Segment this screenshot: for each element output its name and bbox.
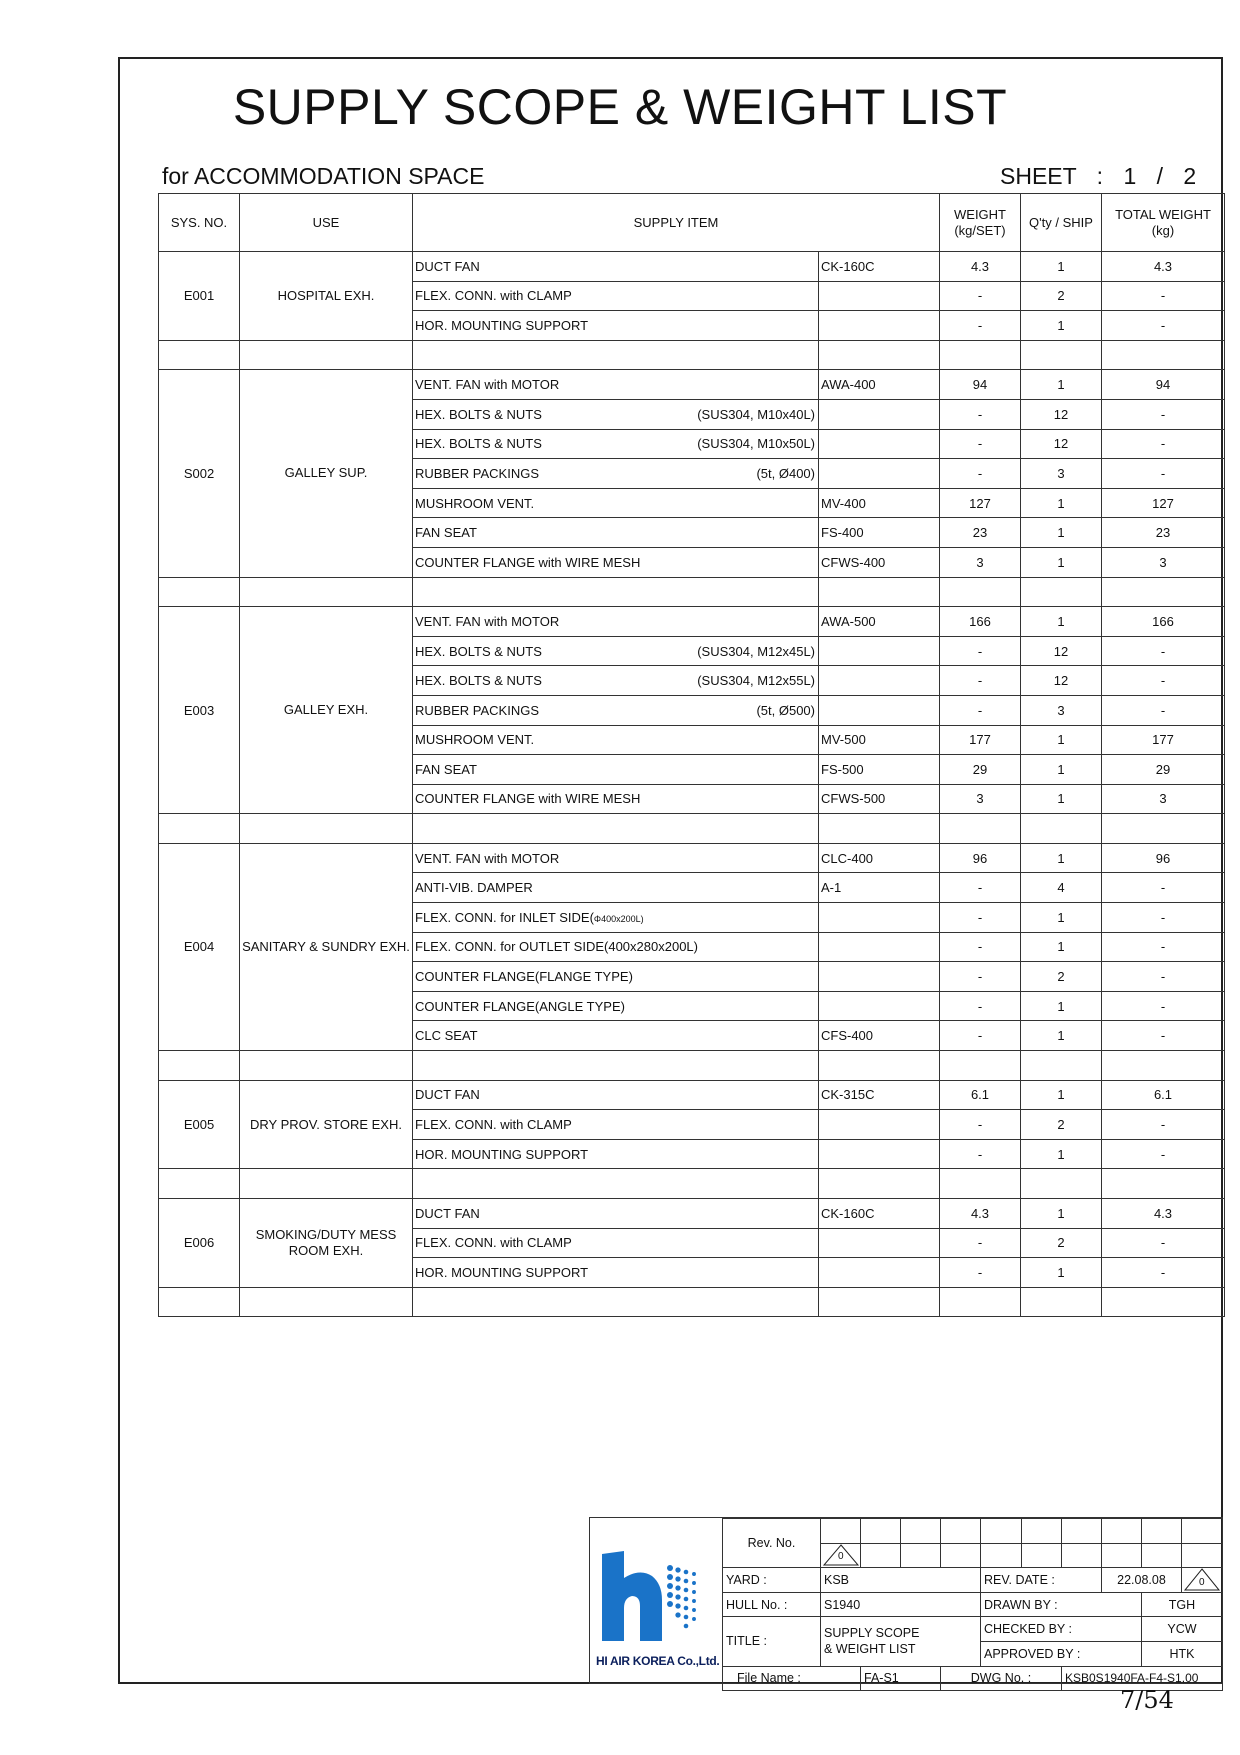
dwg-value: KSB0S1940FA-F4-S1.00 [1062,1666,1223,1691]
item-name: RUBBER PACKINGS [415,702,540,718]
supply-item-cell [413,784,819,814]
item-spec [815,762,816,777]
model-cell [819,666,940,696]
total-weight-cell: - [1102,932,1225,962]
title-block-table [722,1518,1223,1691]
item-name: MUSHROOM VENT. [415,495,535,511]
item-spec [815,1028,816,1043]
model-cell: FS-500 [819,755,940,785]
sys-no-cell: E004 [159,843,240,1050]
supply-item-cell [413,370,819,400]
weight-cell: - [940,695,1021,725]
item-name: DUCT FAN [415,258,480,274]
item-spec [815,377,816,392]
supply-item-cell [413,725,819,755]
supply-item-cell [413,962,819,992]
weight-cell: 23 [940,518,1021,548]
rev-date-label: REV. DATE : [981,1568,1102,1593]
item-spec: (SUS304, M12x55L) [697,673,815,689]
qty-cell: 12 [1021,399,1102,429]
weight-cell: 6.1 [940,1080,1021,1110]
rev-no-label: Rev. No. [723,1519,821,1568]
weight-cell: 166 [940,607,1021,637]
header-qty: Q'ty / SHIP [1021,194,1102,252]
spacer-row [159,340,1225,370]
use-cell: GALLEY SUP. [240,370,413,577]
item-name: FLEX. CONN. for OUTLET SIDE(400x280x200L) [415,939,698,955]
item-name: DUCT FAN [415,1205,480,1221]
supply-item-cell [413,252,819,282]
supply-item-cell [413,488,819,518]
qty-cell: 12 [1021,429,1102,459]
qty-cell: 2 [1021,281,1102,311]
sys-no-cell: E005 [159,1080,240,1169]
weight-cell: - [940,311,1021,341]
item-spec [815,1147,816,1162]
item-name: FAN SEAT [415,525,477,541]
sheet-current: 1 [1123,163,1137,189]
weight-cell: - [940,1021,1021,1051]
total-weight-cell: - [1102,429,1225,459]
total-weight-cell: - [1102,1021,1225,1051]
weight-cell: - [940,1228,1021,1258]
supply-item-cell [413,932,819,962]
qty-cell: 1 [1021,1139,1102,1169]
model-cell [819,932,940,962]
qty-cell: 1 [1021,755,1102,785]
sheet-sep: / [1156,163,1164,189]
spacer-row [159,814,1225,844]
model-cell [819,429,940,459]
approved-value: HTK [1142,1641,1223,1666]
total-weight-cell: 4.3 [1102,252,1225,282]
model-cell [819,962,940,992]
file-value: FA-S1 [861,1666,941,1691]
qty-cell: 1 [1021,547,1102,577]
use-cell: SANITARY & SUNDRY EXH. [240,843,413,1050]
weight-cell: - [940,903,1021,933]
rev-no-mark: 0 [821,1543,861,1568]
model-cell: A-1 [819,873,940,903]
model-cell [819,636,940,666]
item-name: DUCT FAN [415,1087,480,1103]
item-name: COUNTER FLANGE(FLANGE TYPE) [415,969,633,985]
yard-value: KSB [821,1568,981,1593]
qty-cell: 1 [1021,725,1102,755]
sheet-total: 2 [1183,163,1197,189]
weight-cell: 4.3 [940,252,1021,282]
total-weight-cell: - [1102,991,1225,1021]
total-weight-cell: 96 [1102,843,1225,873]
supply-item-cell [413,607,819,637]
table-row [159,1199,1225,1229]
qty-cell: 1 [1021,1021,1102,1051]
total-weight-cell: 3 [1102,784,1225,814]
qty-cell: 2 [1021,1228,1102,1258]
item-name: FLEX. CONN. with CLAMP [415,288,572,304]
item-spec [815,1087,816,1102]
item-spec [815,1206,816,1221]
total-weight-cell: 127 [1102,488,1225,518]
company-name: HI AIR KOREA Co.,Ltd. [596,1654,720,1668]
supply-item-cell [413,429,819,459]
hull-label: HULL No. : [723,1592,821,1617]
supply-item-cell [413,666,819,696]
model-cell: CLC-400 [819,843,940,873]
weight-cell: 3 [940,547,1021,577]
checked-value: YCW [1142,1617,1223,1642]
drawn-value: TGH [1142,1592,1223,1617]
model-cell: CK-160C [819,252,940,282]
drawn-label: DRAWN BY : [981,1592,1142,1617]
supply-item-cell [413,903,819,933]
supply-item-cell [413,843,819,873]
item-spec: (5t, Ø400) [756,465,815,481]
sheet-label: SHEET : [1000,163,1104,189]
table-row [159,843,1225,873]
item-dimension: Φ400x200L) [593,913,644,924]
model-cell: AWA-500 [819,607,940,637]
total-weight-cell: - [1102,1258,1225,1288]
qty-cell: 2 [1021,1110,1102,1140]
table-row [159,1080,1225,1110]
supply-item-cell [413,1258,819,1288]
spacer-row [159,577,1225,607]
weight-cell: - [940,459,1021,489]
item-name: COUNTER FLANGE with WIRE MESH [415,791,641,807]
model-cell [819,459,940,489]
supply-item-cell [413,1139,819,1169]
item-name: FAN SEAT [415,761,477,777]
supply-item-cell [413,991,819,1021]
page-number: 7/54 [1120,1686,1174,1714]
total-weight-cell: - [1102,1110,1225,1140]
model-cell: CFS-400 [819,1021,940,1051]
weight-cell: 4.3 [940,1199,1021,1229]
spacer-row [159,1287,1225,1317]
weight-cell: - [940,281,1021,311]
supply-item-cell [413,281,819,311]
weight-cell: - [940,991,1021,1021]
total-weight-cell: 23 [1102,518,1225,548]
total-weight-cell: - [1102,1228,1225,1258]
supply-item-cell [413,1199,819,1229]
qty-cell: 1 [1021,1199,1102,1229]
item-spec [815,791,816,806]
weight-cell: 29 [940,755,1021,785]
rev-date-value: 22.08.08 [1102,1568,1182,1593]
model-cell: CFWS-500 [819,784,940,814]
total-weight-cell: - [1102,281,1225,311]
model-cell: MV-500 [819,725,940,755]
header-use: USE [240,194,413,252]
total-weight-cell: 177 [1102,725,1225,755]
supply-item-cell [413,695,819,725]
weight-cell: - [940,429,1021,459]
qty-cell: 1 [1021,991,1102,1021]
weight-cell: 3 [940,784,1021,814]
supply-item-cell [413,1228,819,1258]
total-weight-cell: 94 [1102,370,1225,400]
supply-item-cell [413,636,819,666]
item-name: COUNTER FLANGE with WIRE MESH [415,554,641,570]
weight-cell: - [940,399,1021,429]
model-cell [819,281,940,311]
header-sys-no: SYS. NO. [159,194,240,252]
item-spec [815,880,816,895]
supply-table [158,193,1225,1317]
item-name: MUSHROOM VENT. [415,732,535,748]
total-weight-cell: 3 [1102,547,1225,577]
item-spec [815,851,816,866]
item-name: COUNTER FLANGE(ANGLE TYPE) [415,998,625,1014]
approved-label: APPROVED BY : [981,1641,1142,1666]
title-label: TITLE : [723,1617,821,1666]
model-cell [819,1258,940,1288]
page-title: SUPPLY SCOPE & WEIGHT LIST [232,79,1008,135]
model-cell [819,1139,940,1169]
model-cell: AWA-400 [819,370,940,400]
item-spec [815,318,816,333]
weight-cell: - [940,1258,1021,1288]
dwg-label: DWG No. : [941,1666,1062,1691]
item-name: FLEX. CONN. with CLAMP [415,1117,572,1133]
sys-no-cell: S002 [159,370,240,577]
table-row [159,252,1225,282]
item-spec [815,614,816,629]
qty-cell: 1 [1021,932,1102,962]
qty-cell: 2 [1021,962,1102,992]
item-spec [815,732,816,747]
qty-cell: 1 [1021,311,1102,341]
weight-cell: - [940,962,1021,992]
model-cell [819,399,940,429]
item-name: HEX. BOLTS & NUTS [415,436,542,452]
qty-cell: 1 [1021,903,1102,933]
total-weight-cell: - [1102,666,1225,696]
total-weight-cell: - [1102,459,1225,489]
item-spec: (SUS304, M10x40L) [697,406,815,422]
weight-cell: 177 [940,725,1021,755]
sys-no-cell: E003 [159,607,240,814]
qty-cell: 1 [1021,607,1102,637]
qty-cell: 1 [1021,518,1102,548]
spacer-row [159,1051,1225,1081]
item-name: RUBBER PACKINGS [415,465,540,481]
item-spec [815,288,816,303]
use-cell: SMOKING/DUTY MESS ROOM EXH. [240,1199,413,1288]
item-spec [815,939,816,954]
weight-cell: 96 [940,843,1021,873]
item-name: FLEX. CONN. for INLET SIDE( [415,909,594,925]
sheet-indicator [1000,163,1196,190]
supply-item-cell [413,1080,819,1110]
model-cell [819,1110,940,1140]
item-name: VENT. FAN with MOTOR [415,613,560,629]
model-cell [819,695,940,725]
item-spec: (SUS304, M10x50L) [697,436,815,452]
sys-no-cell: E006 [159,1199,240,1288]
total-weight-cell: 6.1 [1102,1080,1225,1110]
item-name: HOR. MOUNTING SUPPORT [415,317,589,333]
item-name: CLC SEAT [415,1028,478,1044]
table-body [159,252,1225,1317]
header-supply-item: SUPPLY ITEM [413,194,940,252]
qty-cell: 3 [1021,695,1102,725]
item-name: HEX. BOLTS & NUTS [415,643,542,659]
total-weight-cell: - [1102,1139,1225,1169]
qty-cell: 1 [1021,252,1102,282]
model-cell: CK-315C [819,1080,940,1110]
weight-cell: - [940,932,1021,962]
model-cell: CK-160C [819,1199,940,1229]
item-name: HOR. MOUNTING SUPPORT [415,1146,589,1162]
qty-cell: 1 [1021,1080,1102,1110]
hull-value: S1940 [821,1592,981,1617]
item-name: ANTI-VIB. DAMPER [415,880,533,896]
model-cell [819,1228,940,1258]
model-cell: MV-400 [819,488,940,518]
item-name: HEX. BOLTS & NUTS [415,673,542,689]
item-spec [815,1117,816,1132]
total-weight-cell: - [1102,311,1225,341]
item-name: VENT. FAN with MOTOR [415,850,560,866]
weight-cell: - [940,636,1021,666]
qty-cell: 1 [1021,843,1102,873]
supply-item-cell [413,399,819,429]
item-name: HEX. BOLTS & NUTS [415,406,542,422]
item-spec [815,496,816,511]
weight-cell: 94 [940,370,1021,400]
item-spec [815,555,816,570]
header-total-weight: TOTAL WEIGHT (kg) [1102,194,1225,252]
model-cell [819,311,940,341]
weight-cell: - [940,873,1021,903]
title-value: SUPPLY SCOPE & WEIGHT LIST [821,1617,981,1666]
item-spec [815,525,816,540]
header-weight: WEIGHT (kg/SET) [940,194,1021,252]
supply-item-cell [413,518,819,548]
weight-cell: 127 [940,488,1021,518]
total-weight-cell: - [1102,399,1225,429]
qty-cell: 1 [1021,370,1102,400]
supply-item-cell [413,547,819,577]
weight-cell: - [940,666,1021,696]
qty-cell: 3 [1021,459,1102,489]
total-weight-cell: - [1102,695,1225,725]
item-spec [815,1235,816,1250]
item-spec [815,1265,816,1280]
table-row [159,370,1225,400]
total-weight-cell: - [1102,962,1225,992]
total-weight-cell: - [1102,873,1225,903]
file-label: File Name : [723,1666,861,1691]
checked-label: CHECKED BY : [981,1617,1142,1642]
total-weight-cell: - [1102,636,1225,666]
weight-cell: - [940,1110,1021,1140]
item-spec [815,910,816,925]
qty-cell: 1 [1021,488,1102,518]
item-spec [815,999,816,1014]
qty-cell: 12 [1021,666,1102,696]
qty-cell: 12 [1021,636,1102,666]
supply-item-cell [413,873,819,903]
qty-cell: 1 [1021,1258,1102,1288]
supply-item-cell [413,755,819,785]
item-spec [815,969,816,984]
table-row [159,607,1225,637]
use-cell: HOSPITAL EXH. [240,252,413,341]
table-header-row [159,194,1225,252]
item-spec: (SUS304, M12x45L) [697,643,815,659]
total-weight-cell: - [1102,903,1225,933]
model-cell: CFWS-400 [819,547,940,577]
item-name: FLEX. CONN. with CLAMP [415,1235,572,1251]
item-spec [815,259,816,274]
item-spec: (5t, Ø500) [756,702,815,718]
item-name: VENT. FAN with MOTOR [415,377,560,393]
model-cell: FS-400 [819,518,940,548]
qty-cell: 1 [1021,784,1102,814]
company-logo [590,1518,723,1683]
qty-cell: 4 [1021,873,1102,903]
spacer-row [159,1169,1225,1199]
supply-item-cell [413,1110,819,1140]
total-weight-cell: 166 [1102,607,1225,637]
rev-date-mark: 0 [1182,1568,1223,1593]
subtitle: for ACCOMMODATION SPACE [162,163,485,189]
use-cell: DRY PROV. STORE EXH. [240,1080,413,1169]
total-weight-cell: 29 [1102,755,1225,785]
supply-item-cell [413,311,819,341]
supply-item-cell [413,459,819,489]
yard-label: YARD : [723,1568,821,1593]
supply-item-cell [413,1021,819,1051]
sys-no-cell: E001 [159,252,240,341]
item-name: HOR. MOUNTING SUPPORT [415,1264,589,1280]
total-weight-cell: 4.3 [1102,1199,1225,1229]
use-cell: GALLEY EXH. [240,607,413,814]
weight-cell: - [940,1139,1021,1169]
model-cell [819,903,940,933]
model-cell [819,991,940,1021]
title-block [589,1517,1223,1684]
